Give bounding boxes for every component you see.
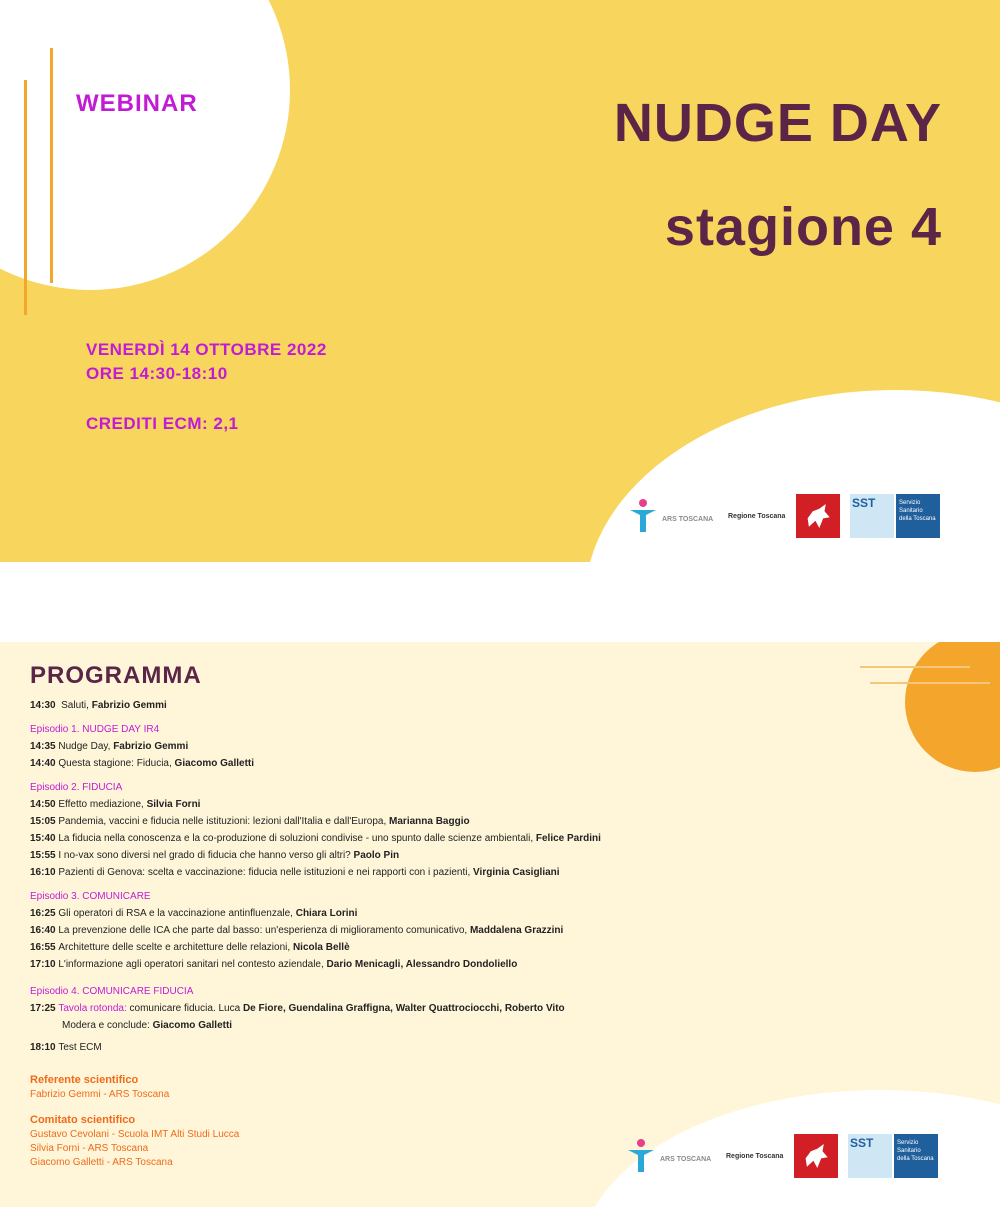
episode-title: Episodio 1. NUDGE DAY IR4 [30, 724, 160, 735]
ars-logo: ARS TOSCANA [622, 1136, 722, 1176]
person-icon [626, 1138, 656, 1174]
event-title: NUDGE DAY [613, 93, 942, 153]
person-icon [628, 498, 658, 534]
sst-logo: SST [848, 1134, 892, 1178]
white-blob-decoration [0, 0, 290, 290]
program-line: 16:10 Pazienti di Genova: scelta e vaccinazione: fiducia nelle istituzioni e nei rapporti con i pazienti, Virginia Casigliani [30, 867, 560, 878]
event-date: VENERDÌ 14 OTTOBRE 2022 [86, 340, 327, 359]
episode-title: Episodio 3. COMUNICARE [30, 891, 151, 902]
sponsor-logos [624, 494, 940, 538]
program-heading: PROGRAMMA [30, 662, 202, 689]
comitato-line: Gustavo Cevolani - Scuola IMT Alti Studi Lucca [30, 1129, 240, 1140]
sst-text-logo: Servizio Sanitario della Toscana [894, 1134, 938, 1178]
event-time: ORE 14:30-18:10 [86, 364, 228, 383]
flyer-cover [0, 0, 1000, 562]
comitato-line: Silvia Forni - ARS Toscana [30, 1143, 149, 1154]
episode-title: Episodio 2. FIDUCIA [30, 782, 123, 793]
sponsor-logos [622, 1134, 938, 1178]
ars-logo: ARS TOSCANA [624, 496, 724, 536]
program-line: 15:40 La fiducia nella conoscenza e la co-produzione di soluzioni condivise - uno spunto dalle scienze ambientali, Felice Pardini [30, 833, 601, 844]
program-line: 15:55 I no-vax sono diversi nel grado di fiducia che hanno verso gli altri? Paolo Pin [30, 850, 400, 861]
sst-logo: SST [850, 494, 894, 538]
program-line: 14:35 Nudge Day, Fabrizio Gemmi [30, 741, 189, 752]
program-line: 18:10 Test ECM [30, 1042, 102, 1053]
program-line: 15:05 Pandemia, vaccini e fiducia nelle istituzioni: lezioni dall'Italia e dall'Europa, Marianna Baggio [30, 816, 470, 827]
episode-title: Episodio 4. COMUNICARE FIDUCIA [30, 986, 194, 997]
sst-text-logo: Servizio Sanitario della Toscana [896, 494, 940, 538]
comitato-line: Giacomo Galletti - ARS Toscana [30, 1157, 173, 1168]
pegasus-icon [803, 1144, 829, 1168]
program-line: 14:40 Questa stagione: Fiducia, Giacomo Galletti [30, 758, 255, 769]
regione-toscana-logo: Regione Toscana [728, 512, 786, 520]
event-credits: CREDITI ECM: 2,1 [86, 414, 239, 433]
line-decoration [870, 682, 990, 684]
referente-heading: Referente scientifico [30, 1074, 139, 1086]
program-line: 14:30 Saluti, Fabrizio Gemmi [30, 700, 167, 711]
program-line: 16:25 Gli operatori di RSA e la vaccinazione antinfluenzale, Chiara Lorini [30, 908, 358, 919]
pegasus-logo [796, 494, 840, 538]
program-line: 16:40 La prevenzione delle ICA che parte dal basso: un'esperienza di miglioramento comunicativo, Maddalena Grazzini [30, 925, 564, 936]
program-line: 16:55 Architetture delle scelte e architetture delle relazioni, Nicola Bellè [30, 942, 350, 953]
orange-circle-decoration [905, 642, 1000, 772]
program-line: 17:10 L'informazione agli operatori sanitari nel contesto aziendale, Dario Menicagli, Alessandro Dondoliello [30, 959, 518, 970]
orange-line-decoration [24, 80, 27, 315]
orange-line-decoration [50, 48, 53, 283]
line-decoration [860, 666, 970, 668]
event-subtitle: stagione 4 [664, 197, 942, 257]
pegasus-icon [805, 504, 831, 528]
program-line: 17:25 Tavola rotonda: comunicare fiducia. Luca De Fiore, Guendalina Graffigna, Walter Quattrociocchi, Roberto Vito [30, 1003, 565, 1014]
webinar-label: WEBINAR [76, 90, 198, 117]
comitato-heading: Comitato scientifico [30, 1114, 136, 1126]
referente-line: Fabrizio Gemmi - ARS Toscana [30, 1089, 170, 1100]
flyer-program [0, 642, 1000, 1207]
regione-toscana-logo: Regione Toscana [726, 1152, 784, 1160]
moderator-line: Modera e conclude: Giacomo Galletti [62, 1020, 233, 1031]
program-line: 14:50 Effetto mediazione, Silvia Forni [30, 799, 201, 810]
pegasus-logo [794, 1134, 838, 1178]
